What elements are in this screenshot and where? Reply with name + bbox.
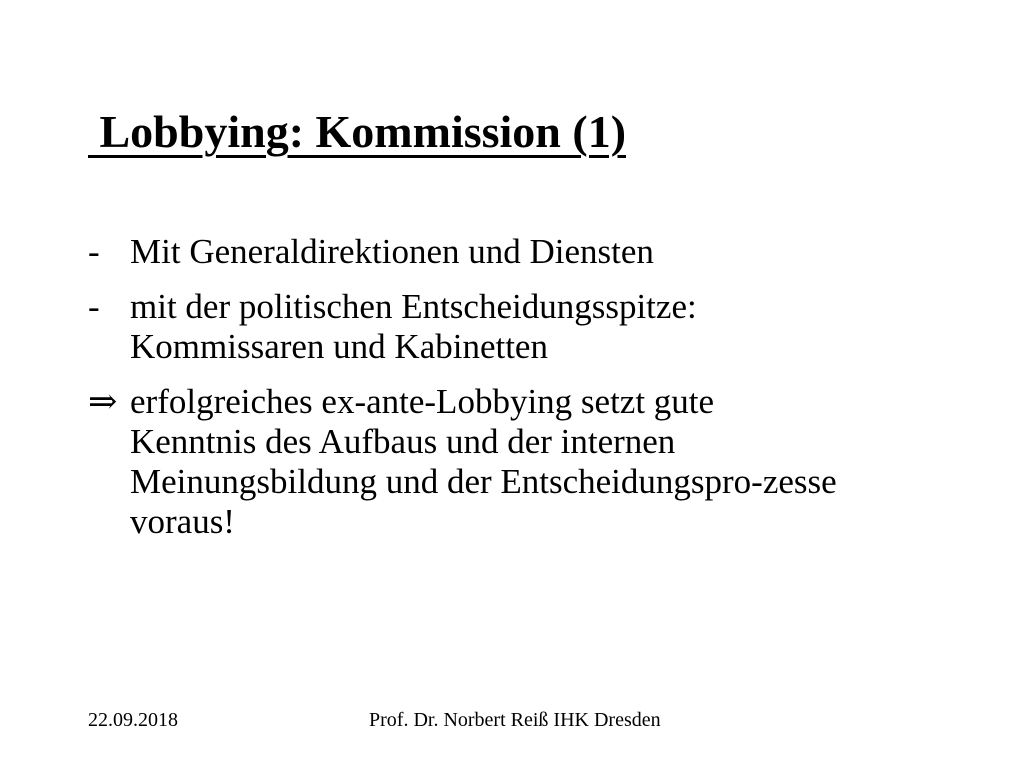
bullet-line: Meinungsbildung und der Entscheidungspro-zesse: [130, 462, 837, 501]
bullet-line: voraus!: [130, 502, 235, 541]
dash-bullet-marker: -: [88, 232, 100, 271]
double-arrow-icon: ⇒: [88, 382, 118, 421]
bullet-point-1: [88, 232, 968, 272]
footer-date: 22.09.2018: [88, 709, 178, 731]
footer-author: Prof. Dr. Norbert Reiß IHK Dresden: [369, 709, 661, 731]
bullet-line: Kommissaren und Kabinetten: [130, 327, 548, 366]
slide-body: [88, 232, 968, 557]
dash-bullet-marker: -: [88, 287, 100, 326]
slide-title: Lobbying: Kommission (1): [88, 106, 627, 157]
bullet-line: erfolgreiches ex-ante-Lobbying setzt gute: [130, 382, 715, 421]
bullet-point-3: [88, 382, 968, 542]
bullet-point-2: [88, 287, 968, 367]
bullet-line: Kenntnis des Aufbaus und der internen: [130, 422, 676, 461]
bullet-line: mit der politischen Entscheidungsspitze:: [130, 287, 697, 326]
bullet-line: Mit Generaldirektionen und Diensten: [130, 232, 654, 271]
